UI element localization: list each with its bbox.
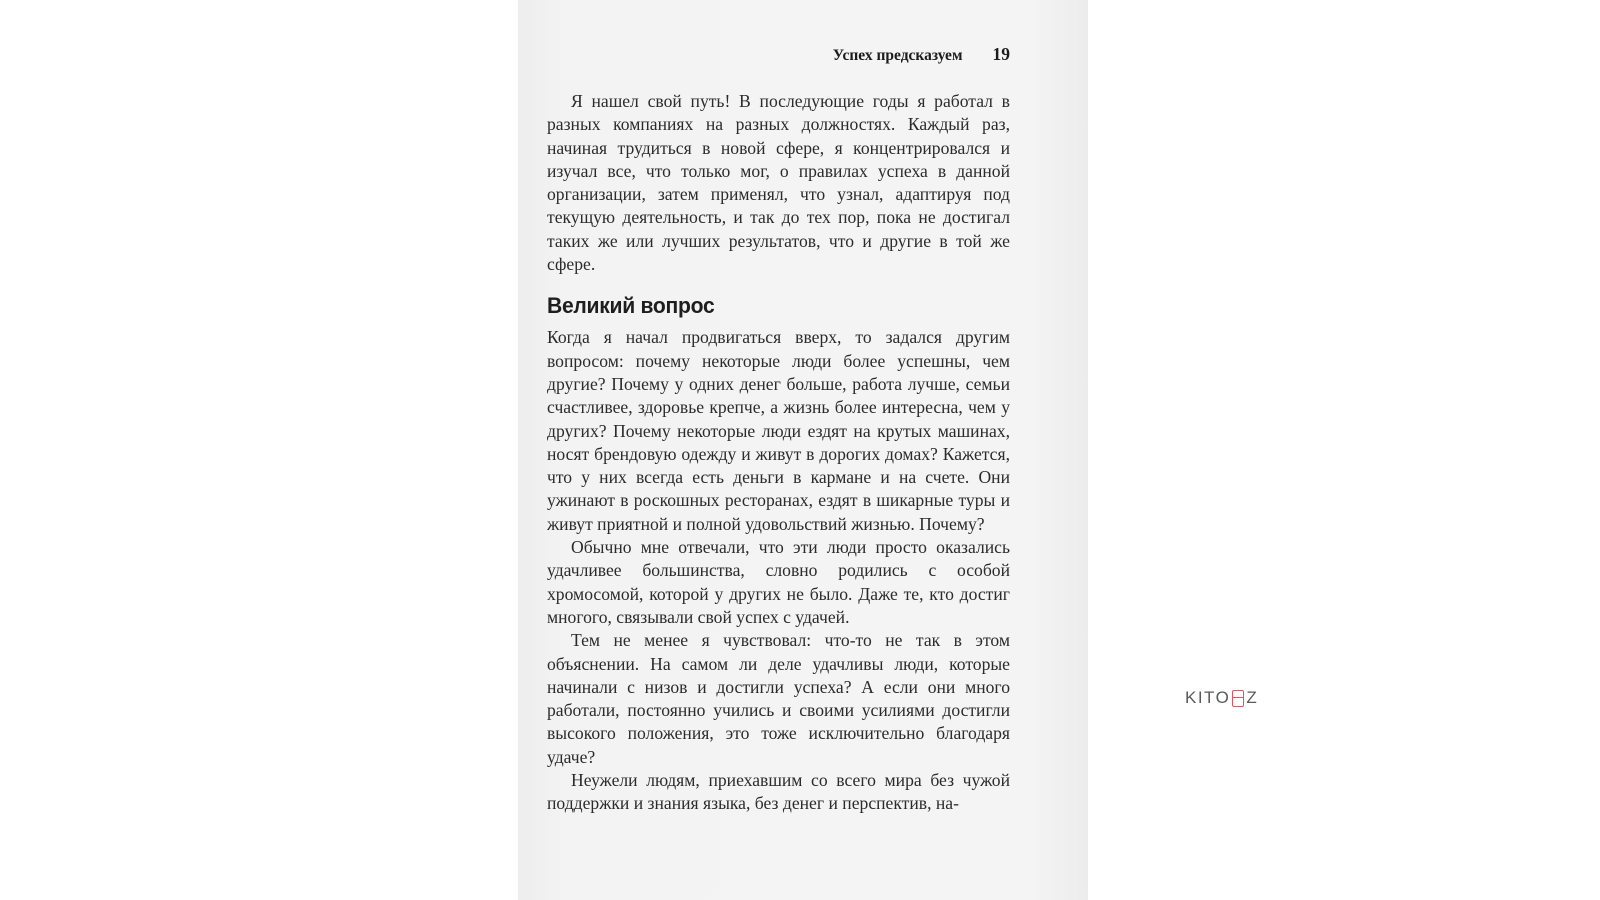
book-icon: [1232, 690, 1244, 707]
watermark-logo: [1185, 688, 1258, 708]
paragraph-4: Тем не менее я чувствовал: что-то не так в этом объяснении. На самом ли деле удачливы люди, которые начинали с низов и достигли успеха? А если они много работали, постоянно учились и своими усилиями достигли высокого положения, это тоже исключительно благодаря удаче?: [547, 630, 1010, 767]
paragraph-1: Я нашел свой путь! В последующие годы я работал в разных компаниях на разных должностях. Каждый раз, начиная трудиться в новой сфере, я концентрировался и изучал все, что только мог, о правилах успеха в данной организации, затем применял, что узнал, адаптируя под текущую деятельность, и так до тех пор, пока не достигал таких же или лучших результатов, что и другие в той же сфере.: [547, 91, 1010, 275]
section-heading: Великий вопрос: [547, 293, 715, 319]
running-title: Успех предсказуем: [832, 47, 963, 64]
page-number: 19: [992, 44, 1010, 64]
running-head: [547, 44, 1010, 68]
book-page: [518, 0, 1088, 900]
paragraph-5: Неужели людям, приехавшим со всего мира без чужой поддержки и знания языка, без денег и перспектив, на-: [547, 770, 1010, 814]
paragraph-2: Когда я начал продвигаться вверх, то задался другим вопросом: почему некоторые люди более успешны, чем другие? Почему у одних денег больше, работа лучше, семьи счастливее, здоровье крепче, а жизнь более интересна, чем у других? Почему некоторые люди ездят на крутых машинах, носят брендовую одежду и живут в дорогих домах? Кажется, что у них всегда есть деньги в кармане и на счете. Они ужинают в роскошных ресторанах, ездят в шикарные туры и живут приятной и полной удовольствий жизнью. Почему?: [547, 327, 1010, 534]
watermark-text-left: KITO: [1185, 688, 1231, 707]
paragraph-3: Обычно мне отвечали, что эти люди просто оказались удачливее большинства, словно родились с особой хромосомой, которой у других не было. Даже те, кто достиг многого, связывали свой успех с удачей.: [547, 537, 1010, 627]
watermark-text-right: Z: [1246, 688, 1259, 707]
